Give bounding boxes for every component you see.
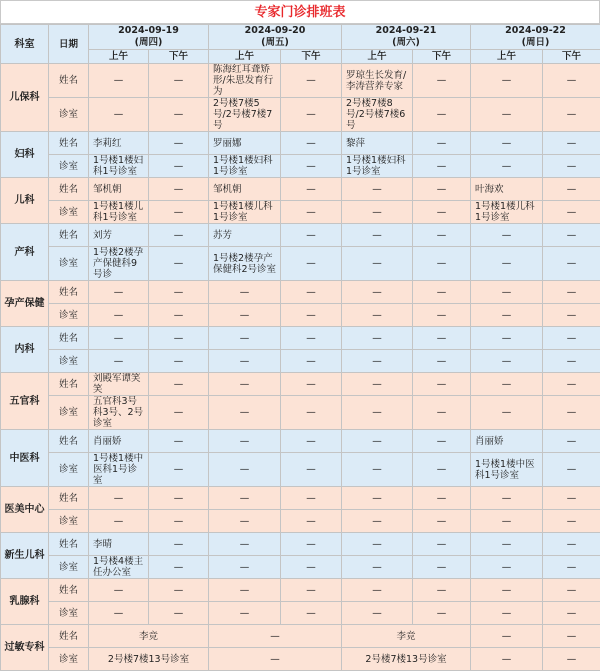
header-pm: 下午: [281, 50, 342, 64]
table-row: [1, 327, 600, 350]
doctor-name-cell: —: [543, 178, 600, 201]
room-cell: 1号楼1楼妇科1号诊室: [342, 155, 413, 178]
dept-label: 新生儿科: [1, 533, 49, 579]
room-cell: —: [281, 510, 342, 533]
table-row: [1, 487, 600, 510]
dept-label: 过敏专科: [1, 625, 49, 671]
doctor-name-cell: —: [543, 327, 600, 350]
doctor-name-cell: —: [342, 178, 413, 201]
room-cell: 1号楼1楼中医科1号诊室: [471, 453, 543, 487]
room-cell: —: [209, 648, 342, 671]
room-cell: —: [413, 304, 471, 327]
doctor-name-cell: —: [471, 373, 543, 396]
room-cell: —: [413, 201, 471, 224]
doctor-name-cell: —: [89, 487, 149, 510]
doctor-name-cell: —: [543, 281, 600, 304]
table-row: [1, 602, 600, 625]
doctor-name-cell: —: [342, 281, 413, 304]
header-pm: 下午: [543, 50, 600, 64]
doctor-name-cell: —: [471, 579, 543, 602]
room-cell: —: [342, 247, 413, 281]
room-cell: —: [209, 510, 281, 533]
room-cell: —: [281, 247, 342, 281]
room-cell: —: [149, 201, 209, 224]
room-cell: —: [149, 510, 209, 533]
dept-label: 儿保科: [1, 64, 49, 132]
doctor-name-cell: —: [209, 487, 281, 510]
room-cell: —: [471, 602, 543, 625]
room-cell: —: [543, 304, 600, 327]
doctor-name-cell: —: [149, 64, 209, 98]
room-cell: —: [281, 602, 342, 625]
doctor-name-cell: 陈海红耳聋矫形/朱思发育行为: [209, 64, 281, 98]
header-date-label: 日期: [49, 25, 89, 64]
table-row: [1, 224, 600, 247]
header-date-1: [89, 25, 209, 50]
doctor-name-cell: —: [543, 487, 600, 510]
table-row: [1, 64, 600, 98]
room-cell: —: [89, 350, 149, 373]
doctor-name-cell: —: [281, 224, 342, 247]
room-cell: —: [342, 304, 413, 327]
room-row-label: 诊室: [49, 648, 89, 671]
doctor-name-cell: —: [342, 373, 413, 396]
weekday-text: (周五): [211, 37, 339, 49]
table-row: [1, 510, 600, 533]
doctor-name-cell: —: [471, 487, 543, 510]
doctor-name-cell: —: [209, 281, 281, 304]
room-cell: —: [342, 453, 413, 487]
room-row-label: 诊室: [49, 453, 89, 487]
doctor-name-cell: 李竞: [342, 625, 471, 648]
doctor-name-cell: —: [209, 533, 281, 556]
room-cell: —: [543, 510, 600, 533]
room-cell: —: [149, 247, 209, 281]
room-cell: —: [413, 510, 471, 533]
room-cell: —: [543, 556, 600, 579]
room-cell: 五官科3号科3号、2号诊室: [89, 396, 149, 430]
doctor-name-cell: —: [413, 178, 471, 201]
doctor-name-cell: —: [209, 373, 281, 396]
doctor-name-cell: —: [543, 533, 600, 556]
room-cell: —: [342, 396, 413, 430]
room-cell: 2号楼7楼13号诊室: [342, 648, 471, 671]
doctor-name-cell: —: [543, 132, 600, 155]
room-cell: —: [471, 350, 543, 373]
doctor-name-cell: —: [342, 487, 413, 510]
dept-label: 乳腺科: [1, 579, 49, 625]
room-cell: —: [413, 247, 471, 281]
room-cell: 1号楼1楼妇科1号诊室: [209, 155, 281, 178]
table-row: [1, 430, 600, 453]
doctor-name-cell: —: [342, 579, 413, 602]
room-cell: —: [543, 648, 600, 671]
room-cell: —: [471, 98, 543, 132]
doctor-name-cell: —: [149, 487, 209, 510]
doctor-name-cell: —: [543, 625, 600, 648]
room-row-label: 诊室: [49, 304, 89, 327]
doctor-name-cell: —: [471, 625, 543, 648]
header-am: 上午: [342, 50, 413, 64]
room-row-label: 诊室: [49, 350, 89, 373]
doctor-name-cell: —: [209, 430, 281, 453]
doctor-name-cell: —: [281, 327, 342, 350]
room-cell: —: [543, 396, 600, 430]
doctor-name-cell: —: [471, 132, 543, 155]
name-row-label: 姓名: [49, 327, 89, 350]
room-cell: —: [413, 602, 471, 625]
room-cell: 1号楼1楼妇科1号诊室: [89, 155, 149, 178]
room-cell: —: [413, 155, 471, 178]
room-cell: —: [89, 304, 149, 327]
doctor-name-cell: 刘芳: [89, 224, 149, 247]
room-cell: —: [89, 98, 149, 132]
doctor-name-cell: —: [281, 487, 342, 510]
room-cell: —: [543, 98, 600, 132]
room-cell: —: [471, 510, 543, 533]
doctor-name-cell: —: [149, 579, 209, 602]
room-cell: 1号楼2楼孕产保健科2号诊室: [209, 247, 281, 281]
doctor-name-cell: —: [149, 178, 209, 201]
date-text: 2024-09-22: [473, 25, 598, 37]
room-cell: —: [281, 98, 342, 132]
doctor-name-cell: —: [471, 224, 543, 247]
table-row: [1, 453, 600, 487]
doctor-name-cell: 李莉红: [89, 132, 149, 155]
dept-label: 妇科: [1, 132, 49, 178]
doctor-name-cell: —: [342, 533, 413, 556]
room-cell: 1号楼1楼儿科1号诊室: [209, 201, 281, 224]
room-cell: —: [471, 304, 543, 327]
room-cell: 1号楼1楼中医科1号诊室: [89, 453, 149, 487]
doctor-name-cell: 李竞: [89, 625, 209, 648]
table-row: [1, 556, 600, 579]
dept-label: 儿科: [1, 178, 49, 224]
room-cell: —: [149, 453, 209, 487]
room-cell: —: [413, 453, 471, 487]
room-cell: —: [342, 556, 413, 579]
doctor-name-cell: —: [209, 625, 342, 648]
table-row: [1, 533, 600, 556]
doctor-name-cell: —: [543, 430, 600, 453]
room-cell: —: [471, 396, 543, 430]
table-row: [1, 579, 600, 602]
name-row-label: 姓名: [49, 281, 89, 304]
header-pm: 下午: [149, 50, 209, 64]
room-cell: —: [543, 201, 600, 224]
doctor-name-cell: —: [413, 224, 471, 247]
date-text: 2024-09-21: [344, 25, 468, 37]
room-cell: —: [281, 304, 342, 327]
room-cell: —: [543, 247, 600, 281]
room-cell: 1号楼1楼儿科1号诊室: [89, 201, 149, 224]
doctor-name-cell: —: [89, 281, 149, 304]
doctor-name-cell: —: [89, 327, 149, 350]
doctor-name-cell: —: [149, 533, 209, 556]
room-cell: —: [471, 556, 543, 579]
table-row: [1, 373, 600, 396]
name-row-label: 姓名: [49, 224, 89, 247]
doctor-name-cell: —: [413, 132, 471, 155]
table-row: [1, 132, 600, 155]
room-cell: —: [209, 556, 281, 579]
dept-label: 孕产保健: [1, 281, 49, 327]
weekday-text: (周六): [344, 37, 468, 49]
doctor-name-cell: —: [413, 533, 471, 556]
room-cell: 2号楼7楼8号/2号楼7楼6号: [342, 98, 413, 132]
name-row-label: 姓名: [49, 373, 89, 396]
dept-label: 五官科: [1, 373, 49, 430]
room-row-label: 诊室: [49, 602, 89, 625]
doctor-name-cell: —: [281, 430, 342, 453]
room-cell: —: [281, 350, 342, 373]
doctor-name-cell: —: [149, 430, 209, 453]
room-cell: —: [543, 602, 600, 625]
room-cell: —: [342, 602, 413, 625]
room-cell: —: [209, 304, 281, 327]
room-cell: —: [281, 155, 342, 178]
doctor-name-cell: —: [149, 224, 209, 247]
room-cell: —: [342, 201, 413, 224]
room-cell: —: [149, 602, 209, 625]
table-row: [1, 281, 600, 304]
dept-label: 产科: [1, 224, 49, 281]
doctor-name-cell: —: [543, 224, 600, 247]
doctor-name-cell: —: [89, 64, 149, 98]
table-row: [1, 350, 600, 373]
doctor-name-cell: —: [342, 430, 413, 453]
header-am: 上午: [471, 50, 543, 64]
header-am: 上午: [209, 50, 281, 64]
doctor-name-cell: 刘殿军谭笑笑: [89, 373, 149, 396]
room-cell: —: [149, 556, 209, 579]
doctor-name-cell: —: [149, 132, 209, 155]
date-text: 2024-09-20: [211, 25, 339, 37]
name-row-label: 姓名: [49, 487, 89, 510]
doctor-name-cell: —: [281, 579, 342, 602]
room-cell: —: [149, 155, 209, 178]
name-row-label: 姓名: [49, 579, 89, 602]
room-cell: —: [413, 396, 471, 430]
room-cell: —: [89, 602, 149, 625]
doctor-name-cell: —: [413, 487, 471, 510]
weekday-text: (周四): [91, 37, 206, 49]
header-pm: 下午: [413, 50, 471, 64]
doctor-name-cell: —: [543, 373, 600, 396]
doctor-name-cell: 罗丽娜: [209, 132, 281, 155]
doctor-name-cell: —: [149, 281, 209, 304]
name-row-label: 姓名: [49, 430, 89, 453]
dept-label: 中医科: [1, 430, 49, 487]
doctor-name-cell: —: [471, 533, 543, 556]
table-row: [1, 396, 600, 430]
room-cell: —: [281, 396, 342, 430]
doctor-name-cell: 李晴: [89, 533, 149, 556]
room-cell: —: [209, 350, 281, 373]
room-cell: —: [471, 247, 543, 281]
table-row: [1, 304, 600, 327]
doctor-name-cell: —: [149, 373, 209, 396]
doctor-name-cell: —: [281, 373, 342, 396]
room-row-label: 诊室: [49, 201, 89, 224]
table-row: [1, 625, 600, 648]
doctor-name-cell: —: [413, 430, 471, 453]
doctor-name-cell: 邹机朝: [209, 178, 281, 201]
header-date-4: [471, 25, 600, 50]
room-row-label: 诊室: [49, 510, 89, 533]
doctor-name-cell: —: [281, 533, 342, 556]
room-cell: —: [89, 510, 149, 533]
room-row-label: 诊室: [49, 155, 89, 178]
doctor-name-cell: —: [281, 281, 342, 304]
doctor-name-cell: —: [89, 579, 149, 602]
doctor-name-cell: —: [149, 327, 209, 350]
doctor-name-cell: 邹机朝: [89, 178, 149, 201]
room-cell: 2号楼7楼13号诊室: [89, 648, 209, 671]
table-row: [1, 155, 600, 178]
room-row-label: 诊室: [49, 247, 89, 281]
room-cell: —: [413, 556, 471, 579]
header-am: 上午: [89, 50, 149, 64]
header-date-3: [342, 25, 471, 50]
room-cell: 1号楼4楼主任办公室: [89, 556, 149, 579]
room-cell: —: [209, 453, 281, 487]
room-cell: —: [543, 350, 600, 373]
doctor-name-cell: —: [413, 579, 471, 602]
doctor-name-cell: —: [471, 281, 543, 304]
date-text: 2024-09-19: [91, 25, 206, 37]
room-cell: —: [281, 201, 342, 224]
doctor-name-cell: —: [209, 579, 281, 602]
doctor-name-cell: —: [413, 373, 471, 396]
room-cell: —: [281, 556, 342, 579]
table-row: [1, 648, 600, 671]
room-cell: —: [413, 98, 471, 132]
room-row-label: 诊室: [49, 556, 89, 579]
name-row-label: 姓名: [49, 625, 89, 648]
doctor-name-cell: —: [471, 327, 543, 350]
table-row: [1, 178, 600, 201]
room-cell: 1号楼2楼孕产保健科9号诊: [89, 247, 149, 281]
header-dept: 科室: [1, 25, 49, 64]
doctor-name-cell: 罗琼生长发育/李涛营养专家: [342, 64, 413, 98]
room-cell: —: [149, 396, 209, 430]
room-cell: 1号楼1楼儿科1号诊室: [471, 201, 543, 224]
room-cell: —: [281, 453, 342, 487]
table-row: [1, 201, 600, 224]
doctor-name-cell: 黎萍: [342, 132, 413, 155]
room-cell: —: [209, 396, 281, 430]
doctor-name-cell: —: [413, 64, 471, 98]
doctor-name-cell: 苏芳: [209, 224, 281, 247]
room-cell: —: [149, 304, 209, 327]
doctor-name-cell: —: [281, 178, 342, 201]
room-row-label: 诊室: [49, 396, 89, 430]
room-cell: —: [209, 602, 281, 625]
name-row-label: 姓名: [49, 533, 89, 556]
name-row-label: 姓名: [49, 132, 89, 155]
doctor-name-cell: 叶海欢: [471, 178, 543, 201]
doctor-name-cell: —: [471, 64, 543, 98]
table-row: [1, 247, 600, 281]
doctor-name-cell: 肖丽娇: [471, 430, 543, 453]
doctor-name-cell: —: [281, 132, 342, 155]
room-cell: —: [543, 155, 600, 178]
room-cell: —: [471, 648, 543, 671]
schedule-table: [0, 24, 600, 671]
room-cell: —: [342, 510, 413, 533]
room-row-label: 诊室: [49, 98, 89, 132]
dept-label: 医美中心: [1, 487, 49, 533]
doctor-name-cell: —: [281, 64, 342, 98]
room-cell: —: [471, 155, 543, 178]
doctor-name-cell: 肖丽娇: [89, 430, 149, 453]
name-row-label: 姓名: [49, 64, 89, 98]
table-row: [1, 98, 600, 132]
doctor-name-cell: —: [209, 327, 281, 350]
doctor-name-cell: —: [413, 327, 471, 350]
page-title: 专家门诊排班表: [0, 0, 600, 24]
room-cell: —: [149, 350, 209, 373]
room-cell: —: [543, 453, 600, 487]
doctor-name-cell: —: [543, 579, 600, 602]
header-date-2: [209, 25, 342, 50]
doctor-name-cell: —: [342, 224, 413, 247]
doctor-name-cell: —: [342, 327, 413, 350]
room-cell: 2号楼7楼5号/2号楼7楼7号: [209, 98, 281, 132]
doctor-name-cell: —: [543, 64, 600, 98]
room-cell: —: [342, 350, 413, 373]
weekday-text: (周日): [473, 37, 598, 49]
room-cell: —: [413, 350, 471, 373]
room-cell: —: [149, 98, 209, 132]
dept-label: 内科: [1, 327, 49, 373]
name-row-label: 姓名: [49, 178, 89, 201]
doctor-name-cell: —: [413, 281, 471, 304]
